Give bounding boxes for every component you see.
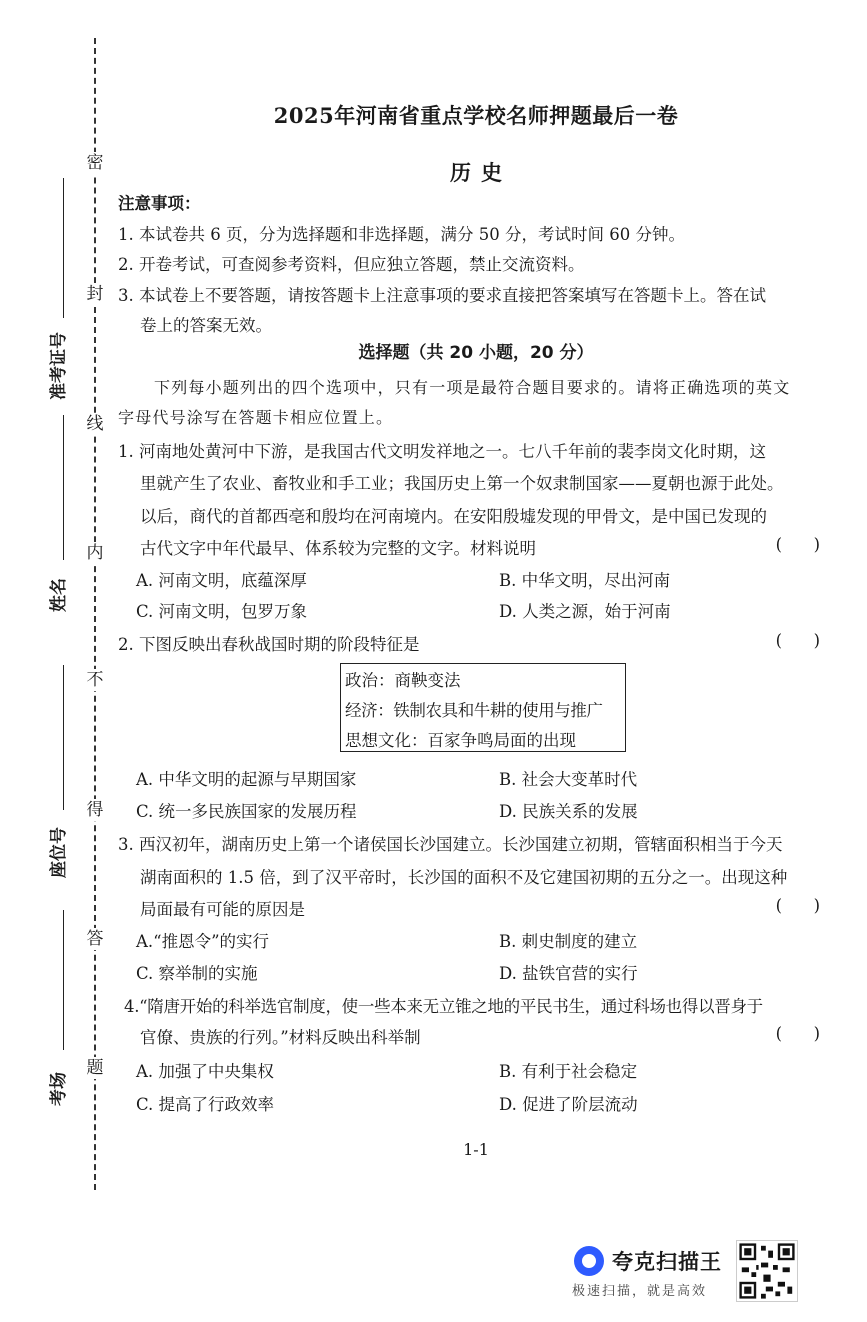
option-a: A. 中华文明的起源与早期国家 <box>136 770 357 789</box>
question-4-stem: 官僚、贵族的行列。”材料反映出科举制 <box>140 1028 421 1047</box>
question-1-stem: 1. 河南地处黄河中下游，是我国古代文明发祥地之一。七八千年前的裴李岗文化时期，这 <box>118 442 766 461</box>
scanner-app-name: 夸克扫描王 <box>612 1250 722 1274</box>
name-label: 姓名 <box>49 578 69 612</box>
question-1-stem: 里就产生了农业、畜牧业和手工业；我国历史上第一个奴隶制国家——夏朝也源于此处。 <box>140 474 784 493</box>
question-3-stem: 3. 西汉初年，湖南历史上第一个诸侯国长沙国建立。长沙国建立初期，管辖面积相当于今天 <box>118 835 783 854</box>
question-2-stem: 2. 下图反映出春秋战国时期的阶段特征是 <box>118 635 420 654</box>
exam-title: 2025年河南省重点学校名师押题最后一卷 <box>273 103 679 128</box>
seal-char: 内 <box>84 542 106 564</box>
page-number: 1-1 <box>463 1140 489 1159</box>
seal-char: 不 <box>84 669 106 691</box>
seat-number-label: 座位号 <box>49 827 69 878</box>
section-title: 选择题（共 20 小题，20 分） <box>358 343 594 363</box>
option-a: A. 河南文明，底蕴深厚 <box>136 571 307 590</box>
exam-room-label: 考场 <box>49 1072 69 1106</box>
seal-char: 封 <box>84 283 106 305</box>
option-b: B. 社会大变革时代 <box>499 770 638 789</box>
option-c: C. 河南文明，包罗万象 <box>136 602 308 621</box>
option-c: C. 提高了行政效率 <box>136 1095 275 1114</box>
option-d: D. 民族关系的发展 <box>499 802 638 821</box>
table-row: 思想文化：百家争鸣局面的出现 <box>345 731 576 750</box>
note-item: 卷上的答案无效。 <box>140 316 272 335</box>
binding-dashed-line <box>94 38 96 1190</box>
scanner-logo-icon <box>574 1246 604 1276</box>
table-row: 经济：铁制农具和牛耕的使用与推广 <box>345 701 603 720</box>
seal-char: 题 <box>84 1057 106 1079</box>
section-instructions: 字母代号涂写在答题卡相应位置上。 <box>118 408 394 427</box>
note-item: 1. 本试卷共 6 页，分为选择题和非选择题，满分 50 分，考试时间 60 分钟。 <box>118 225 685 244</box>
note-item: 2. 开卷考试，可查阅参考资料，但应独立答题，禁止交流资料。 <box>118 255 585 274</box>
answer-paren: ( ) <box>775 896 820 915</box>
question-4-stem: 4.“隋唐开始的科举选官制度，使一些本来无立锥之地的平民书生，通过科场也得以晋身于 <box>124 997 763 1016</box>
seal-char: 答 <box>84 928 106 950</box>
seat-number-rule <box>63 665 64 810</box>
answer-paren: ( ) <box>775 535 820 554</box>
scanner-slogan: 极速扫描，就是高效 <box>572 1284 708 1299</box>
table-row: 政治：商鞅变法 <box>345 671 461 690</box>
name-rule <box>63 415 64 560</box>
option-d: D. 盐铁官营的实行 <box>499 964 638 983</box>
exam-room-rule <box>63 910 64 1050</box>
question-1-stem: 古代文字中年代最早、体系较为完整的文字。材料说明 <box>140 539 536 558</box>
option-b: B. 中华文明，尽出河南 <box>499 571 671 590</box>
option-b: B. 刺史制度的建立 <box>499 932 638 951</box>
qr-code-icon <box>736 1240 798 1302</box>
material-table <box>340 663 626 752</box>
option-b: B. 有利于社会稳定 <box>499 1062 638 1081</box>
notes-heading: 注意事项： <box>118 194 201 213</box>
exam-number-label: 准考证号 <box>49 332 69 400</box>
question-1-stem: 以后，商代的首都西亳和殷均在河南境内。在安阳殷墟发现的甲骨文，是中国已发现的 <box>140 507 767 526</box>
seal-char: 密 <box>84 152 106 174</box>
scanner-watermark <box>568 1236 808 1306</box>
option-d: D. 人类之源，始于河南 <box>499 602 671 621</box>
option-c: C. 察举制的实施 <box>136 964 258 983</box>
option-d: D. 促进了阶层流动 <box>499 1095 638 1114</box>
exam-number-rule <box>63 178 64 318</box>
seal-char: 线 <box>84 413 106 435</box>
option-c: C. 统一多民族国家的发展历程 <box>136 802 357 821</box>
option-a: A.“推恩令”的实行 <box>136 932 270 951</box>
subject-title: 历史 <box>450 160 512 185</box>
note-item: 3. 本试卷上不要答题，请按答题卡上注意事项的要求直接把答案填写在答题卡上。答在试 <box>118 286 766 305</box>
question-3-stem: 湖南面积的 1.5 倍，到了汉平帝时，长沙国的面积不及它建国初期的五分之一。出现这种 <box>140 868 788 887</box>
option-a: A. 加强了中央集权 <box>136 1062 274 1081</box>
seal-char: 得 <box>84 799 106 821</box>
section-instructions: 下列每小题列出的四个选项中，只有一项是最符合题目要求的。请将正确选项的英文 <box>154 378 791 397</box>
answer-paren: ( ) <box>775 1024 820 1043</box>
question-3-stem: 局面最有可能的原因是 <box>140 900 305 919</box>
answer-paren: ( ) <box>775 631 820 650</box>
